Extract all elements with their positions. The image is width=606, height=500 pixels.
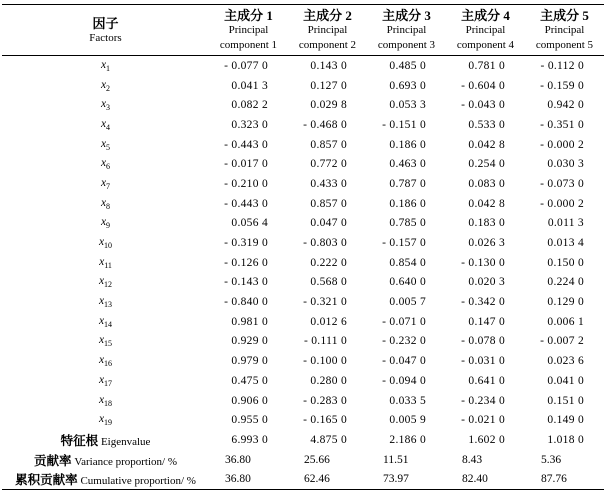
loading-cell: - 0.321 0 bbox=[303, 296, 347, 309]
factor-symbol: x bbox=[100, 176, 107, 189]
loading-cell: 0.041 3 bbox=[231, 79, 268, 92]
component-2-header bbox=[288, 5, 367, 56]
loading-cell: 0.042 8 bbox=[468, 197, 505, 210]
factor-subscript: 13 bbox=[104, 300, 113, 310]
summary-cell: 2.186 0 bbox=[389, 433, 426, 446]
loading-cell: - 0.047 0 bbox=[382, 355, 426, 368]
loading-cell: - 0.112 0 bbox=[540, 59, 584, 72]
loading-cell: - 0.443 0 bbox=[224, 197, 268, 210]
loading-cell: 0.942 0 bbox=[547, 99, 584, 112]
summary-label bbox=[2, 450, 209, 470]
factor-symbol: x bbox=[99, 255, 105, 268]
summary-label-zh: 特征根 bbox=[60, 433, 99, 448]
loading-cell: 0.056 4 bbox=[231, 217, 268, 230]
loading-cell: - 0.443 0 bbox=[224, 138, 268, 151]
factor-label bbox=[2, 391, 209, 411]
loading-cell: 0.433 0 bbox=[310, 177, 347, 190]
factor-subscript: 6 bbox=[106, 162, 111, 172]
component-2-header-en2: component 2 bbox=[298, 39, 357, 51]
summary-cell: 36.80 bbox=[209, 469, 288, 489]
component-4-header-en1: Principal bbox=[465, 24, 506, 36]
factor-subscript: 3 bbox=[106, 103, 111, 113]
factor-subscript: 7 bbox=[106, 181, 111, 191]
factor-label bbox=[2, 410, 209, 430]
factor-label bbox=[2, 253, 209, 273]
loading-cell: 0.785 0 bbox=[389, 217, 426, 230]
loading-cell: 0.143 0 bbox=[310, 59, 347, 72]
loading-cell: 0.012 6 bbox=[310, 315, 347, 328]
loading-cell: 0.280 0 bbox=[310, 374, 347, 387]
component-4-header-zh: 主成分 4 bbox=[461, 8, 510, 23]
table-row bbox=[2, 371, 604, 391]
loading-cell: - 0.073 0 bbox=[540, 177, 584, 190]
table-row bbox=[2, 391, 604, 411]
loading-cell: 0.030 3 bbox=[547, 158, 584, 171]
table-row bbox=[2, 174, 604, 194]
loading-cell: 0.906 0 bbox=[231, 394, 268, 407]
loading-cell: 0.929 0 bbox=[231, 335, 268, 348]
factor-label bbox=[2, 332, 209, 352]
factor-symbol: x bbox=[100, 196, 107, 209]
loading-cell: - 0.000 2 bbox=[540, 197, 584, 210]
factor-symbol: x bbox=[100, 157, 107, 170]
loading-cell: - 0.021 0 bbox=[461, 414, 505, 427]
factor-label bbox=[2, 115, 209, 135]
loading-cell: 0.463 0 bbox=[389, 158, 426, 171]
factor-symbol: x bbox=[100, 98, 107, 111]
loading-cell: 0.186 0 bbox=[389, 138, 426, 151]
summary-cell: 36.80 bbox=[225, 453, 251, 466]
factor-symbol: x bbox=[98, 373, 105, 386]
table-row bbox=[2, 351, 604, 371]
summary-row bbox=[2, 430, 604, 450]
factor-label bbox=[2, 76, 209, 96]
component-3-header-en2: component 3 bbox=[377, 39, 436, 51]
loading-cell: - 0.143 0 bbox=[224, 276, 268, 289]
summary-cell: 8.43 bbox=[462, 453, 483, 466]
summary-cell: 11.51 bbox=[383, 453, 409, 466]
loading-cell: - 0.094 0 bbox=[382, 374, 426, 387]
summary-cell: 62.46 bbox=[288, 469, 367, 489]
table-row bbox=[2, 76, 604, 96]
loading-cell: - 0.078 0 bbox=[461, 335, 505, 348]
factor-symbol: x bbox=[100, 117, 107, 130]
principal-component-table bbox=[2, 4, 604, 490]
table-row bbox=[2, 253, 604, 273]
loading-cell: - 0.077 0 bbox=[224, 59, 268, 72]
factor-label bbox=[2, 174, 209, 194]
loading-cell: 0.640 0 bbox=[389, 276, 426, 289]
summary-cell: 1.018 0 bbox=[547, 433, 584, 446]
loading-cell: 0.222 0 bbox=[310, 256, 347, 269]
factor-subscript: 17 bbox=[104, 378, 113, 388]
loading-cell: 0.047 0 bbox=[310, 217, 347, 230]
factor-label bbox=[2, 56, 209, 76]
loading-cell: - 0.351 0 bbox=[540, 118, 584, 131]
loading-cell: 0.042 8 bbox=[468, 138, 505, 151]
table-row bbox=[2, 56, 604, 76]
loading-cell: 0.053 3 bbox=[389, 99, 426, 112]
factor-label bbox=[2, 95, 209, 115]
table-row bbox=[2, 233, 604, 253]
loading-cell: 0.787 0 bbox=[389, 177, 426, 190]
loading-cell: - 0.007 2 bbox=[540, 335, 584, 348]
summary-cell: 73.97 bbox=[367, 469, 446, 489]
factor-symbol: x bbox=[98, 236, 105, 249]
loading-cell: 0.475 0 bbox=[231, 374, 268, 387]
loading-cell: 0.082 2 bbox=[231, 99, 268, 112]
table-row bbox=[2, 214, 604, 234]
component-5-header-zh: 主成分 5 bbox=[540, 8, 589, 23]
factor-label bbox=[2, 214, 209, 234]
factor-symbol: x bbox=[98, 393, 105, 406]
table-row bbox=[2, 332, 604, 352]
loading-cell: - 0.165 0 bbox=[303, 414, 347, 427]
factor-header bbox=[2, 5, 209, 56]
loading-cell: - 0.157 0 bbox=[382, 237, 426, 250]
factor-subscript: 19 bbox=[104, 418, 113, 428]
factor-subscript: 4 bbox=[106, 122, 111, 132]
component-3-header bbox=[367, 5, 446, 56]
factor-header-en: Factors bbox=[89, 31, 122, 44]
summary-label bbox=[2, 469, 209, 489]
factor-symbol: x bbox=[98, 413, 105, 426]
summary-label-zh: 累积贡献率 bbox=[15, 473, 78, 488]
loading-cell: 0.641 0 bbox=[468, 374, 505, 387]
component-1-header bbox=[209, 5, 288, 56]
loading-cell: 0.979 0 bbox=[231, 355, 268, 368]
loading-cell: - 0.130 0 bbox=[461, 256, 505, 269]
component-5-header bbox=[525, 5, 604, 56]
loading-cell: 0.186 0 bbox=[389, 197, 426, 210]
loading-cell: - 0.031 0 bbox=[461, 355, 505, 368]
loading-cell: - 0.111 0 bbox=[303, 335, 347, 348]
component-5-header-en2: component 5 bbox=[535, 39, 594, 51]
table-row bbox=[2, 292, 604, 312]
table-row bbox=[2, 135, 604, 155]
component-3-header-zh: 主成分 3 bbox=[382, 8, 431, 23]
factor-subscript: 15 bbox=[104, 339, 113, 349]
summary-cell: 87.76 bbox=[525, 469, 604, 489]
loading-cell: 0.005 9 bbox=[389, 414, 426, 427]
table-row bbox=[2, 410, 604, 430]
loading-cell: 0.183 0 bbox=[468, 217, 505, 230]
loading-cell: 0.857 0 bbox=[310, 197, 347, 210]
loading-cell: - 0.234 0 bbox=[461, 394, 505, 407]
factor-label bbox=[2, 351, 209, 371]
factor-symbol: x bbox=[98, 334, 105, 347]
factor-symbol: x bbox=[98, 354, 105, 367]
table-row bbox=[2, 95, 604, 115]
loading-cell: - 0.283 0 bbox=[303, 394, 347, 407]
loading-cell: - 0.100 0 bbox=[303, 355, 347, 368]
loading-cell: 0.485 0 bbox=[389, 59, 426, 72]
summary-cell: 5.36 bbox=[541, 453, 562, 466]
component-2-header-zh: 主成分 2 bbox=[303, 8, 352, 23]
table-row bbox=[2, 194, 604, 214]
factor-label bbox=[2, 233, 209, 253]
summary-cell: 4.875 0 bbox=[310, 433, 347, 446]
loading-cell: 0.005 7 bbox=[389, 296, 426, 309]
loading-cell: - 0.803 0 bbox=[303, 237, 347, 250]
loading-cell: 0.224 0 bbox=[547, 276, 584, 289]
factor-subscript: 18 bbox=[104, 398, 113, 408]
loading-cell: 0.006 1 bbox=[547, 315, 584, 328]
summary-label-zh: 贡献率 bbox=[33, 453, 72, 468]
loading-cell: - 0.043 0 bbox=[461, 99, 505, 112]
loading-cell: 0.083 0 bbox=[468, 177, 505, 190]
factor-subscript: 12 bbox=[104, 280, 113, 290]
factor-subscript: 8 bbox=[106, 201, 111, 211]
factor-subscript: 9 bbox=[106, 221, 111, 231]
factor-label bbox=[2, 292, 209, 312]
component-1-header-en1: Principal bbox=[228, 24, 269, 36]
summary-cell: 1.602 0 bbox=[468, 433, 505, 446]
factor-symbol: x bbox=[98, 295, 105, 308]
factor-symbol: x bbox=[100, 58, 107, 71]
loading-cell: 0.323 0 bbox=[231, 118, 268, 131]
summary-row bbox=[2, 469, 604, 489]
loading-cell: 0.151 0 bbox=[547, 394, 584, 407]
loading-cell: 0.033 5 bbox=[389, 394, 426, 407]
component-4-header-en2: component 4 bbox=[456, 39, 515, 51]
summary-label-en: Eigenvalue bbox=[100, 435, 151, 448]
factor-symbol: x bbox=[98, 314, 105, 327]
loading-cell: - 0.126 0 bbox=[224, 256, 268, 269]
factor-symbol: x bbox=[98, 275, 105, 288]
loading-cell: - 0.071 0 bbox=[382, 315, 426, 328]
factor-label bbox=[2, 371, 209, 391]
loading-cell: 0.254 0 bbox=[468, 158, 505, 171]
factor-symbol: x bbox=[100, 78, 107, 91]
table-row bbox=[2, 312, 604, 332]
loading-cell: 0.029 8 bbox=[310, 99, 347, 112]
factor-subscript: 5 bbox=[106, 142, 111, 152]
loading-cell: - 0.017 0 bbox=[224, 158, 268, 171]
loading-cell: 0.011 3 bbox=[547, 217, 584, 230]
loading-cell: 0.693 0 bbox=[389, 79, 426, 92]
factor-symbol: x bbox=[100, 137, 107, 150]
loading-cell: - 0.342 0 bbox=[461, 296, 505, 309]
factor-header-zh: 因子 bbox=[92, 15, 119, 31]
loading-cell: 0.023 6 bbox=[547, 355, 584, 368]
table-body bbox=[2, 56, 604, 490]
component-1-header-zh: 主成分 1 bbox=[224, 8, 273, 23]
table-row bbox=[2, 115, 604, 135]
loading-cell: 0.781 0 bbox=[468, 59, 505, 72]
loading-cell: 0.026 3 bbox=[468, 237, 505, 250]
factor-label bbox=[2, 194, 209, 214]
table-header-row bbox=[2, 5, 604, 56]
summary-cell: 6.993 0 bbox=[231, 433, 268, 446]
factor-label bbox=[2, 273, 209, 293]
loading-cell: - 0.151 0 bbox=[382, 118, 426, 131]
loading-cell: 0.857 0 bbox=[310, 138, 347, 151]
summary-cell: 25.66 bbox=[304, 453, 330, 466]
loading-cell: - 0.468 0 bbox=[303, 118, 347, 131]
loading-cell: 0.041 0 bbox=[547, 374, 584, 387]
loading-cell: 0.772 0 bbox=[310, 158, 347, 171]
loading-cell: 0.150 0 bbox=[547, 256, 584, 269]
factor-label bbox=[2, 312, 209, 332]
loading-cell: - 0.840 0 bbox=[224, 296, 268, 309]
summary-row bbox=[2, 450, 604, 470]
loading-cell: - 0.000 2 bbox=[540, 138, 584, 151]
loading-cell: 0.127 0 bbox=[310, 79, 347, 92]
component-4-header bbox=[446, 5, 525, 56]
loading-cell: 0.129 0 bbox=[547, 296, 584, 309]
loading-cell: 0.147 0 bbox=[468, 315, 505, 328]
component-5-header-en1: Principal bbox=[544, 24, 585, 36]
loading-cell: 0.955 0 bbox=[231, 414, 268, 427]
summary-cell: 82.40 bbox=[446, 469, 525, 489]
loading-cell: - 0.159 0 bbox=[540, 79, 584, 92]
loading-cell: 0.568 0 bbox=[310, 276, 347, 289]
component-1-header-en2: component 1 bbox=[219, 39, 278, 51]
table-row bbox=[2, 154, 604, 174]
factor-label bbox=[2, 154, 209, 174]
table-row bbox=[2, 273, 604, 293]
factor-symbol: x bbox=[100, 216, 107, 229]
loading-cell: 0.533 0 bbox=[468, 118, 505, 131]
factor-subscript: 1 bbox=[106, 63, 111, 73]
loading-cell: - 0.604 0 bbox=[461, 79, 505, 92]
loading-cell: 0.020 3 bbox=[468, 276, 505, 289]
factor-subscript: 14 bbox=[104, 319, 113, 329]
summary-label bbox=[2, 430, 209, 450]
factor-subscript: 10 bbox=[104, 241, 113, 251]
loading-cell: 0.013 4 bbox=[547, 237, 584, 250]
loading-cell: 0.981 0 bbox=[231, 315, 268, 328]
loading-cell: - 0.210 0 bbox=[224, 177, 268, 190]
loading-cell: 0.149 0 bbox=[547, 414, 584, 427]
summary-label-en: Cumulative proportion/ % bbox=[80, 475, 196, 488]
factor-subscript: 2 bbox=[106, 83, 111, 93]
loading-cell: - 0.232 0 bbox=[382, 335, 426, 348]
loading-cell: 0.854 0 bbox=[389, 256, 426, 269]
component-2-header-en1: Principal bbox=[307, 24, 348, 36]
factor-subscript: 11 bbox=[104, 260, 112, 270]
factor-subscript: 16 bbox=[104, 359, 113, 369]
factor-label bbox=[2, 135, 209, 155]
component-3-header-en1: Principal bbox=[386, 24, 427, 36]
summary-label-en: Variance proportion/ % bbox=[74, 455, 178, 468]
loading-cell: - 0.319 0 bbox=[224, 237, 268, 250]
